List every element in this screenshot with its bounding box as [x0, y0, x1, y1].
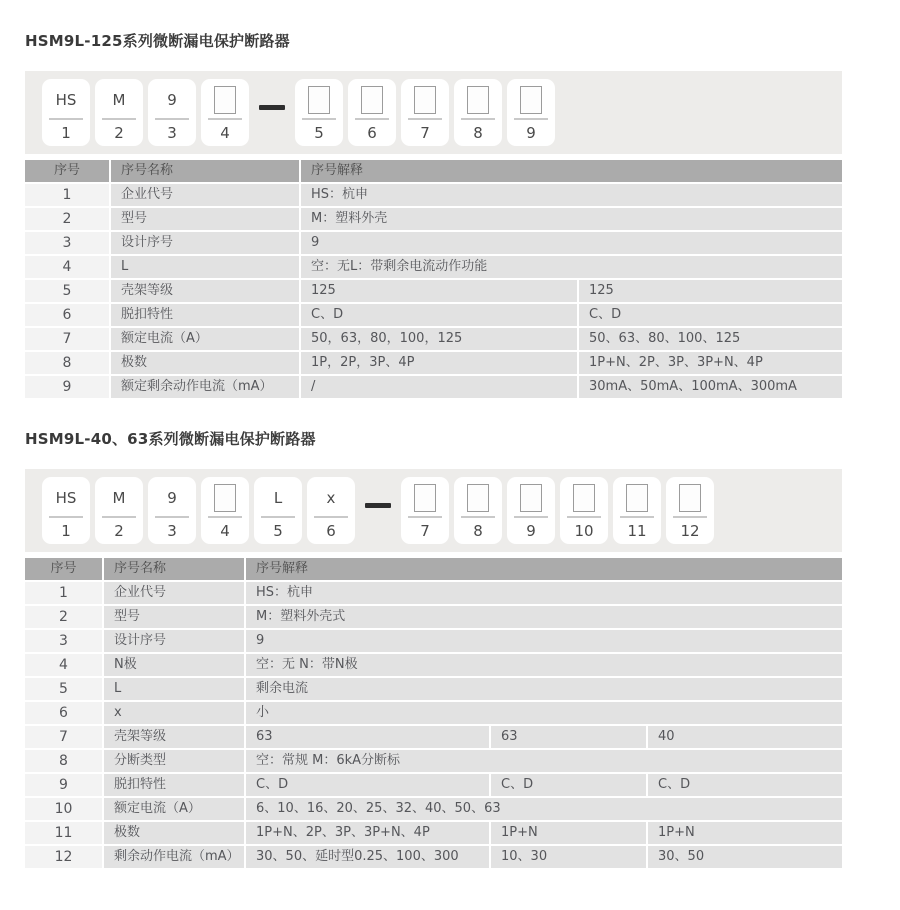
- row-name: x: [103, 701, 245, 725]
- row-number: 4: [25, 255, 110, 279]
- code-box: [42, 477, 90, 544]
- row-number: 6: [25, 701, 103, 725]
- row-value: 剩余电流: [245, 677, 842, 701]
- row-number: 3: [25, 629, 103, 653]
- table-body: [25, 581, 842, 868]
- empty-square-icon: [573, 483, 595, 513]
- row-value: C、D: [300, 303, 578, 327]
- underline-divider: [208, 516, 242, 518]
- code-box: [201, 477, 249, 544]
- code-number: 10: [574, 522, 594, 540]
- row-name: 企业代号: [110, 183, 300, 207]
- spec-table: [25, 558, 842, 868]
- row-name: L: [110, 255, 300, 279]
- column-header-no: 序号: [25, 160, 110, 183]
- row-value: 1P，2P，3P、4P: [300, 351, 578, 375]
- code-box: [454, 477, 502, 544]
- row-value: 50，63，80，100，125: [300, 327, 578, 351]
- row-name: L: [103, 677, 245, 701]
- code-box: [401, 79, 449, 146]
- table-row: [25, 231, 842, 255]
- row-name: 型号: [103, 605, 245, 629]
- square-outline-icon: [520, 86, 542, 114]
- row-name: 脱扣特性: [103, 773, 245, 797]
- code-letter: 9: [167, 489, 177, 507]
- row-value: 9: [300, 231, 842, 255]
- table-row: [25, 821, 842, 845]
- row-value: M：塑料外壳式: [245, 605, 842, 629]
- code-number: 4: [220, 124, 230, 142]
- row-value: 63: [245, 725, 490, 749]
- empty-square-icon: [361, 85, 383, 115]
- row-value: 63: [490, 725, 647, 749]
- code-box: [454, 79, 502, 146]
- column-header-meaning: 序号解释: [245, 558, 842, 581]
- row-number: 7: [25, 725, 103, 749]
- row-number: 2: [25, 605, 103, 629]
- code-number: 5: [314, 124, 324, 142]
- square-outline-icon: [467, 484, 489, 512]
- underline-divider: [408, 118, 442, 120]
- code-box: [295, 79, 343, 146]
- row-number: 7: [25, 327, 110, 351]
- empty-square-icon: [214, 483, 236, 513]
- row-number: 8: [25, 351, 110, 375]
- row-name: 极数: [103, 821, 245, 845]
- code-number: 3: [167, 124, 177, 142]
- square-outline-icon: [520, 484, 542, 512]
- row-name: 企业代号: [103, 581, 245, 605]
- row-value: 125: [578, 279, 842, 303]
- row-number: 9: [25, 773, 103, 797]
- code-number: 12: [680, 522, 700, 540]
- row-number: 5: [25, 677, 103, 701]
- row-number: 1: [25, 183, 110, 207]
- code-box: [613, 477, 661, 544]
- row-number: 3: [25, 231, 110, 255]
- row-value: 30、50、延时型0.25、100、300: [245, 845, 490, 868]
- code-number: 4: [220, 522, 230, 540]
- underline-divider: [567, 516, 601, 518]
- row-number: 8: [25, 749, 103, 773]
- code-box: [95, 79, 143, 146]
- code-box: [348, 79, 396, 146]
- code-number: 9: [526, 124, 536, 142]
- empty-square-icon: [520, 85, 542, 115]
- row-value: 1P+N: [490, 821, 647, 845]
- table-header-row: [25, 558, 842, 581]
- underline-divider: [514, 516, 548, 518]
- code-letter: M: [112, 91, 126, 109]
- code-number: 9: [526, 522, 536, 540]
- square-outline-icon: [308, 86, 330, 114]
- row-value: 50、63、80、100、125: [578, 327, 842, 351]
- section-hsm9l-125: [25, 30, 900, 398]
- underline-divider: [461, 516, 495, 518]
- code-number: 2: [114, 522, 124, 540]
- table-row: [25, 773, 842, 797]
- row-value: 空：常规 M：6kA分断标: [245, 749, 842, 773]
- table-row: [25, 183, 842, 207]
- table-body: [25, 183, 842, 398]
- empty-square-icon: [214, 85, 236, 115]
- square-outline-icon: [679, 484, 701, 512]
- row-number: 12: [25, 845, 103, 868]
- table-row: [25, 725, 842, 749]
- empty-square-icon: [679, 483, 701, 513]
- table-row: [25, 327, 842, 351]
- section-hsm9l-40-63: [25, 428, 900, 868]
- code-box: [507, 477, 555, 544]
- code-letter: HS: [55, 91, 77, 109]
- code-box: [148, 477, 196, 544]
- row-name: 设计序号: [110, 231, 300, 255]
- row-value: /: [300, 375, 578, 398]
- square-outline-icon: [573, 484, 595, 512]
- table-row: [25, 605, 842, 629]
- table-row: [25, 207, 842, 231]
- underline-divider: [514, 118, 548, 120]
- square-outline-icon: [214, 86, 236, 114]
- row-value: 小: [245, 701, 842, 725]
- table-row: [25, 701, 842, 725]
- row-value: 125: [300, 279, 578, 303]
- code-letter: HS: [55, 489, 77, 507]
- row-name: 设计序号: [103, 629, 245, 653]
- underline-divider: [155, 118, 189, 120]
- row-name: N极: [103, 653, 245, 677]
- underline-divider: [408, 516, 442, 518]
- row-name: 剩余动作电流（mA）: [103, 845, 245, 868]
- empty-square-icon: [414, 85, 436, 115]
- code-box: [42, 79, 90, 146]
- spec-table: [25, 160, 842, 398]
- code-strip: [25, 71, 842, 154]
- row-value: 1P+N、2P、3P、3P+N、4P: [578, 351, 842, 375]
- square-outline-icon: [626, 484, 648, 512]
- table-row: [25, 653, 842, 677]
- code-letter: L: [273, 489, 283, 507]
- table-row: [25, 797, 842, 821]
- underline-divider: [461, 118, 495, 120]
- column-header-name: 序号名称: [103, 558, 245, 581]
- row-name: 分断类型: [103, 749, 245, 773]
- underline-divider: [302, 118, 336, 120]
- row-value: M：塑料外壳: [300, 207, 842, 231]
- table-header-row: [25, 160, 842, 183]
- row-number: 1: [25, 581, 103, 605]
- dash-separator-icon: [365, 503, 391, 508]
- code-box: [307, 477, 355, 544]
- underline-divider: [155, 516, 189, 518]
- code-number: 8: [473, 522, 483, 540]
- table-row: [25, 581, 842, 605]
- row-value: 30mA、50mA、100mA、300mA: [578, 375, 842, 398]
- square-outline-icon: [361, 86, 383, 114]
- square-outline-icon: [414, 86, 436, 114]
- code-number: 11: [627, 522, 647, 540]
- underline-divider: [620, 516, 654, 518]
- row-name: 脱扣特性: [110, 303, 300, 327]
- row-value: 1P+N、2P、3P、3P+N、4P: [245, 821, 490, 845]
- code-letter: M: [112, 489, 126, 507]
- code-number: 7: [420, 522, 430, 540]
- column-header-no: 序号: [25, 558, 103, 581]
- table-row: [25, 749, 842, 773]
- code-letter: x: [326, 489, 336, 507]
- code-box: [666, 477, 714, 544]
- code-box: [401, 477, 449, 544]
- row-number: 5: [25, 279, 110, 303]
- code-number: 6: [367, 124, 377, 142]
- table-row: [25, 255, 842, 279]
- row-name: 额定电流（A）: [103, 797, 245, 821]
- underline-divider: [261, 516, 295, 518]
- row-value: C、D: [490, 773, 647, 797]
- code-strip: [25, 469, 842, 552]
- code-box: [148, 79, 196, 146]
- underline-divider: [49, 118, 83, 120]
- empty-square-icon: [467, 483, 489, 513]
- code-box: [507, 79, 555, 146]
- code-number: 6: [326, 522, 336, 540]
- row-value: 10、30: [490, 845, 647, 868]
- table-row: [25, 677, 842, 701]
- page-title: HSM9L-40、63系列微断漏电保护断路器: [25, 430, 316, 448]
- underline-divider: [314, 516, 348, 518]
- table-row: [25, 845, 842, 868]
- underline-divider: [673, 516, 707, 518]
- row-value: C、D: [578, 303, 842, 327]
- code-box: [560, 477, 608, 544]
- code-box: [201, 79, 249, 146]
- row-number: 6: [25, 303, 110, 327]
- underline-divider: [49, 516, 83, 518]
- row-value: 1P+N: [647, 821, 842, 845]
- code-box: [95, 477, 143, 544]
- code-number: 5: [273, 522, 283, 540]
- row-value: HS：杭申: [300, 183, 842, 207]
- dash-separator-icon: [259, 105, 285, 110]
- page-title: HSM9L-125系列微断漏电保护断路器: [25, 32, 290, 50]
- table-row: [25, 351, 842, 375]
- underline-divider: [208, 118, 242, 120]
- empty-square-icon: [626, 483, 648, 513]
- underline-divider: [102, 118, 136, 120]
- code-box: [254, 477, 302, 544]
- row-number: 11: [25, 821, 103, 845]
- row-value: 40: [647, 725, 842, 749]
- empty-square-icon: [308, 85, 330, 115]
- table-row: [25, 629, 842, 653]
- square-outline-icon: [414, 484, 436, 512]
- column-header-meaning: 序号解释: [300, 160, 842, 183]
- row-number: 9: [25, 375, 110, 398]
- underline-divider: [102, 516, 136, 518]
- row-name: 额定电流（A）: [110, 327, 300, 351]
- row-value: 空：无 N：带N极: [245, 653, 842, 677]
- underline-divider: [355, 118, 389, 120]
- column-header-name: 序号名称: [110, 160, 300, 183]
- row-name: 壳架等级: [110, 279, 300, 303]
- code-number: 7: [420, 124, 430, 142]
- square-outline-icon: [214, 484, 236, 512]
- empty-square-icon: [414, 483, 436, 513]
- row-value: HS：杭申: [245, 581, 842, 605]
- row-value: 9: [245, 629, 842, 653]
- row-number: 2: [25, 207, 110, 231]
- code-number: 1: [61, 522, 71, 540]
- table-row: [25, 375, 842, 398]
- row-value: 30、50: [647, 845, 842, 868]
- square-outline-icon: [467, 86, 489, 114]
- row-value: C、D: [245, 773, 490, 797]
- code-letter: 9: [167, 91, 177, 109]
- table-row: [25, 303, 842, 327]
- row-value: 6、10、16、20、25、32、40、50、63: [245, 797, 842, 821]
- code-number: 2: [114, 124, 124, 142]
- row-name: 极数: [110, 351, 300, 375]
- row-value: 空：无L：带剩余电流动作功能: [300, 255, 842, 279]
- table-row: [25, 279, 842, 303]
- code-number: 3: [167, 522, 177, 540]
- code-number: 8: [473, 124, 483, 142]
- row-value: C、D: [647, 773, 842, 797]
- row-name: 额定剩余动作电流（mA）: [110, 375, 300, 398]
- row-name: 型号: [110, 207, 300, 231]
- row-number: 4: [25, 653, 103, 677]
- empty-square-icon: [467, 85, 489, 115]
- empty-square-icon: [520, 483, 542, 513]
- row-name: 壳架等级: [103, 725, 245, 749]
- code-number: 1: [61, 124, 71, 142]
- row-number: 10: [25, 797, 103, 821]
